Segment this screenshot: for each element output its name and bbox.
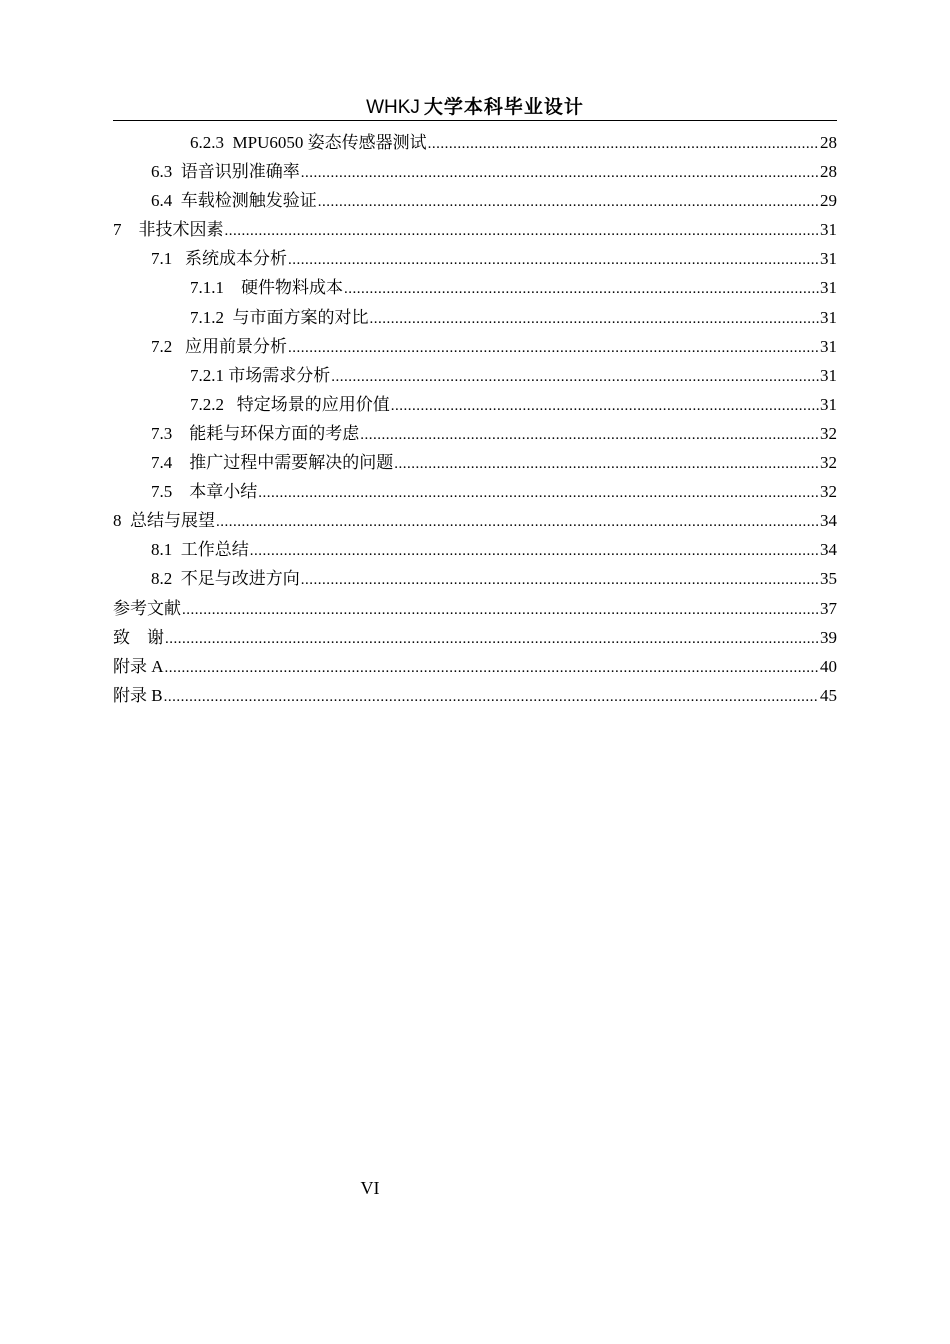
toc-entry-page-number: 28 bbox=[820, 162, 837, 182]
toc-entry-page-number: 39 bbox=[820, 627, 837, 647]
toc-entry-title: 8.2 不足与改进方向 bbox=[151, 569, 300, 589]
toc-dot-leader bbox=[182, 596, 819, 623]
toc-dot-leader bbox=[165, 654, 819, 681]
header-title: 大学本科毕业设计 bbox=[423, 96, 584, 118]
toc-entry-title: 6.2.3 MPU6050 姿态传感器测试 bbox=[190, 133, 427, 152]
toc-entry-page-number: 45 bbox=[820, 685, 837, 705]
toc-dot-leader bbox=[288, 246, 819, 273]
toc-dot-leader bbox=[331, 363, 819, 390]
toc-entry-title: 7.1 系统成本分析 bbox=[151, 249, 287, 269]
toc-entry-title: 附录 B bbox=[113, 685, 163, 705]
toc-entry-page-number: 31 bbox=[820, 307, 837, 327]
toc-entry[interactable] bbox=[113, 564, 837, 593]
toc-entry-title: 附录 A bbox=[113, 656, 164, 676]
toc-entry[interactable] bbox=[113, 506, 837, 535]
page-header bbox=[113, 94, 837, 121]
toc-dot-leader bbox=[428, 130, 819, 157]
toc-entry[interactable] bbox=[113, 390, 837, 419]
header-school-code: WHKJ bbox=[366, 97, 420, 118]
toc-entry-title: 致 谢 bbox=[113, 627, 164, 647]
toc-entry-page-number: 37 bbox=[820, 598, 837, 618]
toc-entry-title: 8.1 工作总结 bbox=[151, 540, 249, 560]
toc-dot-leader bbox=[250, 537, 819, 564]
toc-entry-title: 6.3 语音识别准确率 bbox=[151, 162, 300, 182]
toc-entry[interactable] bbox=[113, 652, 837, 681]
toc-entry-page-number: 34 bbox=[820, 540, 837, 560]
toc-entry-page-number: 31 bbox=[820, 278, 837, 298]
toc-entry-page-number: 32 bbox=[820, 482, 837, 502]
toc-dot-leader bbox=[225, 217, 820, 244]
toc-entry-title: 7.2.1 市场需求分析 bbox=[190, 365, 331, 385]
toc-entry-title: 7.2 应用前景分析 bbox=[151, 336, 287, 356]
toc-entry-page-number: 40 bbox=[820, 656, 837, 676]
toc-entry-page-number: 32 bbox=[820, 453, 837, 473]
toc-entry[interactable] bbox=[113, 681, 837, 710]
toc-entry-page-number: 29 bbox=[820, 191, 837, 211]
toc-entry-page-number: 31 bbox=[820, 394, 837, 414]
toc-entry-title: 7.4 推广过程中需要解决的问题 bbox=[151, 453, 394, 473]
toc-entry-title: 参考文献 bbox=[113, 598, 181, 618]
toc-dot-leader bbox=[288, 334, 819, 361]
toc-entry-page-number: 31 bbox=[820, 365, 837, 385]
table-of-contents bbox=[113, 128, 837, 710]
toc-dot-leader bbox=[165, 625, 819, 652]
toc-entry-title: 7.2.2 特定场景的应用价值 bbox=[190, 394, 390, 414]
toc-entry[interactable] bbox=[113, 303, 837, 332]
toc-entry-page-number: 31 bbox=[820, 249, 837, 269]
toc-entry[interactable] bbox=[113, 157, 837, 186]
toc-entry[interactable] bbox=[113, 419, 837, 448]
toc-entry[interactable] bbox=[113, 448, 837, 477]
toc-dot-leader bbox=[258, 479, 819, 506]
toc-entry-page-number: 34 bbox=[820, 511, 837, 531]
toc-entry-title: 7.1.1 硬件物料成本 bbox=[190, 278, 343, 298]
toc-dot-leader bbox=[164, 683, 819, 710]
toc-entry[interactable] bbox=[113, 361, 837, 390]
toc-entry-title: 7 非技术因素 bbox=[113, 220, 224, 240]
toc-entry[interactable] bbox=[113, 535, 837, 564]
toc-entry[interactable] bbox=[113, 477, 837, 506]
toc-entry-page-number: 28 bbox=[820, 133, 837, 152]
page-number: VI bbox=[360, 1178, 380, 1198]
toc-entry-page-number: 31 bbox=[820, 220, 837, 240]
toc-entry-page-number: 35 bbox=[820, 569, 837, 589]
toc-entry[interactable] bbox=[113, 128, 837, 157]
toc-entry[interactable] bbox=[113, 332, 837, 361]
toc-entry[interactable] bbox=[113, 244, 837, 273]
toc-entry-title: 6.4 车载检测触发验证 bbox=[151, 191, 317, 211]
toc-dot-leader bbox=[391, 392, 819, 419]
toc-entry-title: 7.5 本章小结 bbox=[151, 482, 258, 502]
toc-entry[interactable] bbox=[113, 594, 837, 623]
toc-dot-leader bbox=[360, 421, 819, 448]
toc-dot-leader bbox=[301, 159, 819, 186]
toc-entry[interactable] bbox=[113, 186, 837, 215]
toc-dot-leader bbox=[301, 566, 819, 593]
toc-entry[interactable] bbox=[113, 273, 837, 302]
toc-dot-leader bbox=[344, 275, 819, 302]
toc-dot-leader bbox=[318, 188, 819, 215]
toc-entry-title: 7.3 能耗与环保方面的考虑 bbox=[151, 423, 360, 443]
toc-entry-page-number: 32 bbox=[820, 423, 837, 443]
toc-dot-leader bbox=[394, 450, 819, 477]
toc-entry[interactable] bbox=[113, 215, 837, 244]
toc-dot-leader bbox=[216, 508, 819, 535]
toc-entry-title: 7.1.2 与市面方案的对比 bbox=[190, 307, 369, 327]
toc-entry-page-number: 31 bbox=[820, 336, 837, 356]
toc-dot-leader bbox=[370, 305, 820, 332]
toc-entry[interactable] bbox=[113, 623, 837, 652]
toc-entry-title: 8 总结与展望 bbox=[113, 511, 215, 531]
